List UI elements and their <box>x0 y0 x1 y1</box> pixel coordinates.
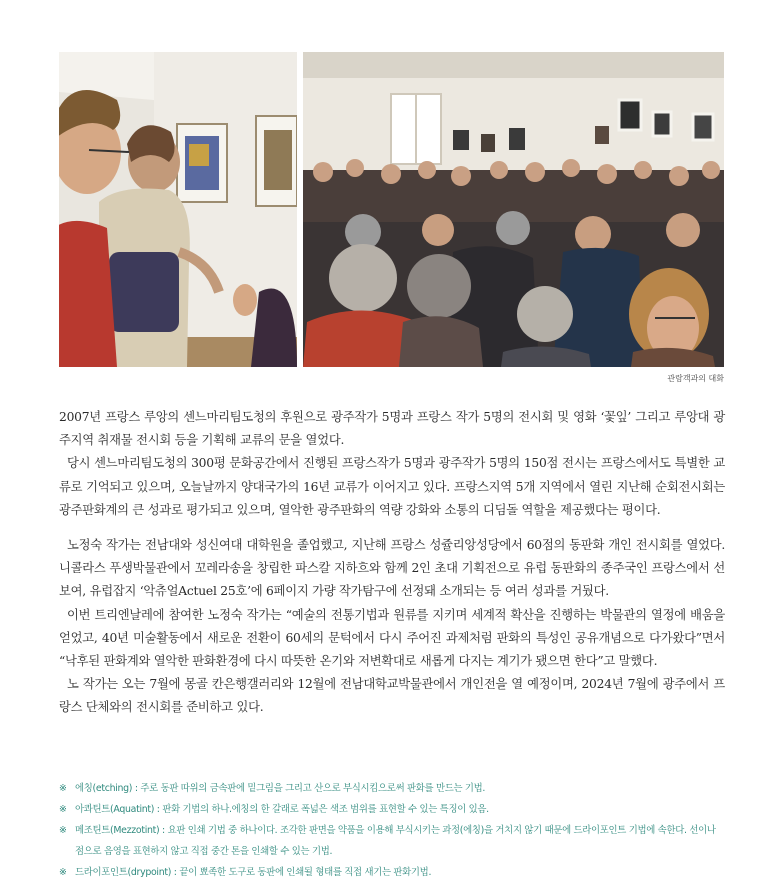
footnote-item <box>59 820 727 862</box>
paragraph-gap <box>59 522 725 534</box>
article-paragraph: 노 작가는 오는 7월에 몽골 칸은행갤러리와 12월에 전남대학교박물관에서 개인전을 열 예정이며, 2024년 7월에 광주에서 프랑스 단체와의 전시회를 준비하고 있다. <box>59 677 725 715</box>
article-paragraph: 당시 센느마리팀도청의 300평 문화공간에서 진행된 프랑스작가 5명과 광주작가 5명의 150점 전시는 프랑스에서도 특별한 교류로 기억되고 있으며, 오늘날까지 양대국가의 16년 교류가 이어지고 있다. 프랑스지역 5개 지역에서 열린 지난해 순회전시회는 광주판화계의 큰 성과로 평가되고 있으며, 열악한 광주판화의 역량 강화와 소통의 디딤돌 역할을 제공했다는 평이다. <box>59 456 725 517</box>
article-paragraph: 노정숙 작가는 전남대와 성신여대 대학원을 졸업했고, 지난해 프랑스 성쥴리앙성당에서 60점의 동판화 개인 전시회를 열었다. 니콜라스 푸생박물관에서 꼬레라송을 창립한 파스칼 지하흐와 함께 2인 초대 기획전으로 유럽 동판화의 종주국인 프랑스에서 선보여, 유럽잡지 ‘악츄얼Actuel 25호’에 6페이지 가량 작가탐구에 선정돼 소개되는 등 여러 성과를 거뒀다. <box>59 538 725 599</box>
photo-visitors-viewing-prints <box>59 52 297 367</box>
footnote-item <box>59 799 727 820</box>
photo-gallery-crowd <box>303 52 724 367</box>
footnotes <box>59 778 727 883</box>
footnote-text: 메조틴트(Mezzotint) : 요판 인쇄 기법 중 하나이다. 조각한 판면을 약품을 이용해 부식시키는 과정(에칭)을 거치지 않기 때문에 드라이포인트 기법에 속한다. 선이나 점으로 음영을 표현하지 않고 직접 중간 톤을 인쇄할 수 있는 기법. <box>75 825 716 857</box>
reference-mark-icon: ※ <box>59 825 67 836</box>
reference-mark-icon: ※ <box>59 867 67 878</box>
footnote-item <box>59 778 727 799</box>
article-paragraph: 2007년 프랑스 루앙의 센느마리팀도청의 후원으로 광주작가 5명과 프랑스 작가 5명의 전시회 및 영화 ‘꽃잎’ 그리고 루앙대 광주지역 취재물 전시회 등을 기획해 교류의 문을 열었다. <box>59 410 725 448</box>
footnote-item <box>59 862 727 883</box>
reference-mark-icon: ※ <box>59 783 67 794</box>
photo-caption: 관람객과의 대화 <box>667 374 724 383</box>
footnote-text: 아콰틴트(Aquatint) : 판화 기법의 하나.에칭의 한 갈래로 폭넓은 색조 범위를 표현할 수 있는 특징이 있음. <box>75 804 489 815</box>
reference-mark-icon: ※ <box>59 804 67 815</box>
footnote-text: 드라이포인트(drypoint) : 끝이 뾰족한 도구로 동판에 인쇄될 형태를 직접 새기는 판화기법. <box>75 867 432 878</box>
article-paragraph: 이번 트리엔날레에 참여한 노정숙 작가는 “예술의 전통기법과 원류를 지키며 세계적 확산을 진행하는 박물관의 열정에 배움을 얻었고, 40년 미술활동에서 새로운 전환이 60세의 문턱에서 다시 주어진 과제처럼 판화의 특성인 공유개념으로 다가왔다”면서 “낙후된 판화계와 열악한 판화환경에 다시 따뜻한 온기와 저변확대로 새롭게 다지는 계기가 됐으면 한다”고 말했다. <box>59 607 725 669</box>
footnote-text: 에칭(etching) : 주로 동판 따위의 금속판에 밑그림을 그리고 산으로 부식시킴으로써 판화를 만드는 기법. <box>75 783 486 794</box>
article-body <box>59 406 725 720</box>
